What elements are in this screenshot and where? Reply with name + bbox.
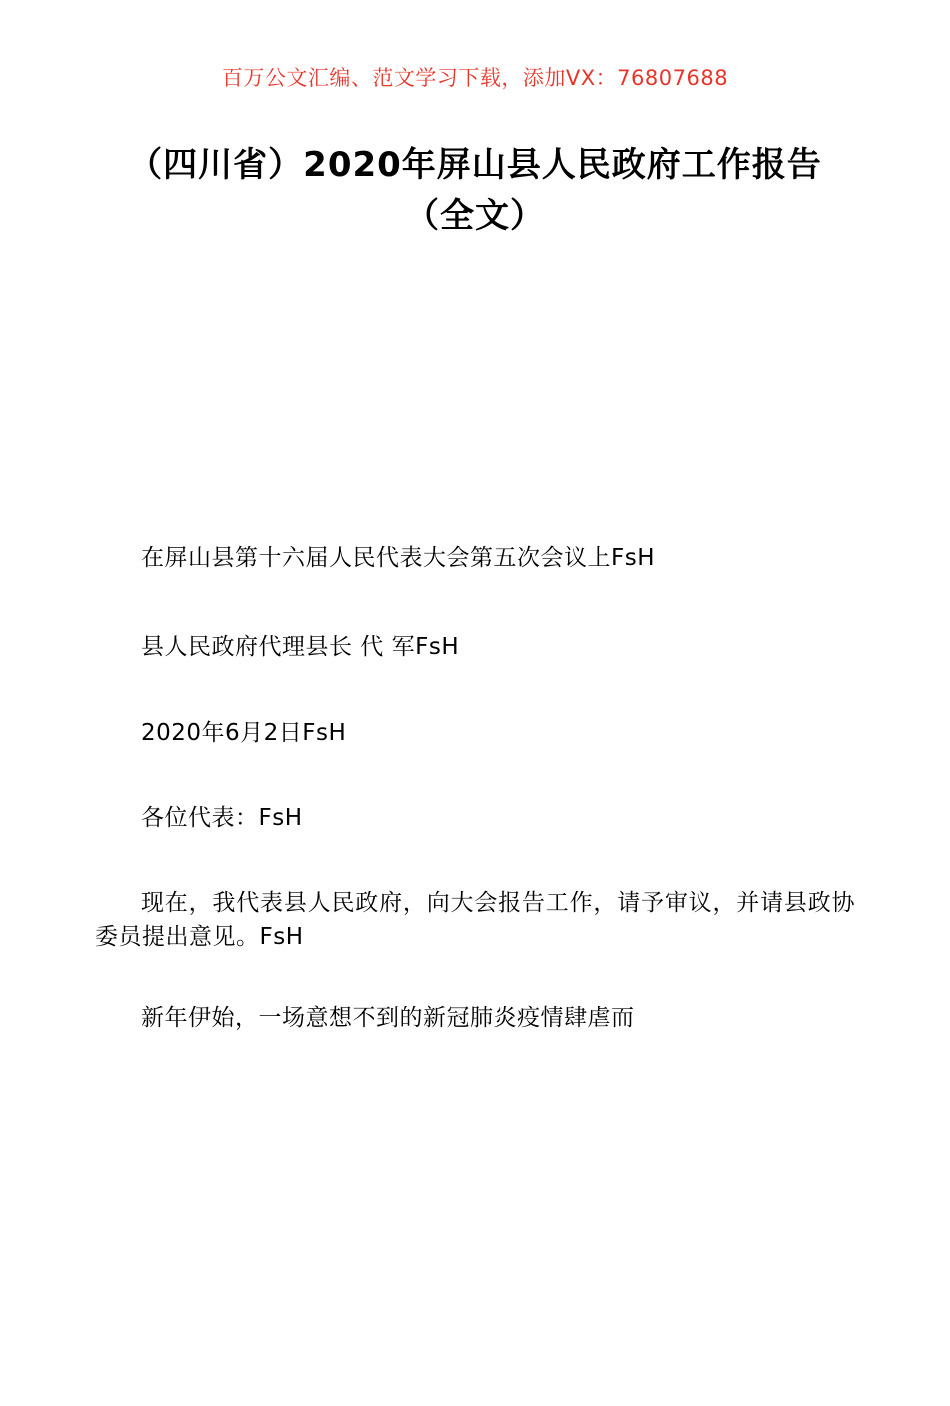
paragraph-date-line: 2020年6月2日FsH bbox=[141, 719, 347, 746]
paragraph-opening: 现在，我代表县人民政府，向大会报告工作，请予审议，并请县政协委员提出意见。FsH bbox=[95, 890, 855, 950]
paragraph-speaker-line: 县人民政府代理县长 代 军FsH bbox=[141, 634, 460, 661]
paragraph-epidemic: 新年伊始，一场意想不到的新冠肺炎疫情肆虐而 bbox=[141, 1005, 635, 1032]
document-body bbox=[95, 542, 855, 1035]
document-title: （四川省）2020年屏山县人民政府工作报告（全文） bbox=[128, 145, 822, 236]
paragraph-salutation: 各位代表：FsH bbox=[141, 805, 303, 832]
paragraph-meeting-line: 在屏山县第十六届人民代表大会第五次会议上FsH bbox=[141, 545, 656, 571]
document-page bbox=[0, 62, 950, 1406]
title-body-spacer bbox=[95, 242, 855, 542]
promo-watermark-text: 百万公文汇编、范文学习下载，添加VX：76807688 bbox=[221, 66, 729, 90]
